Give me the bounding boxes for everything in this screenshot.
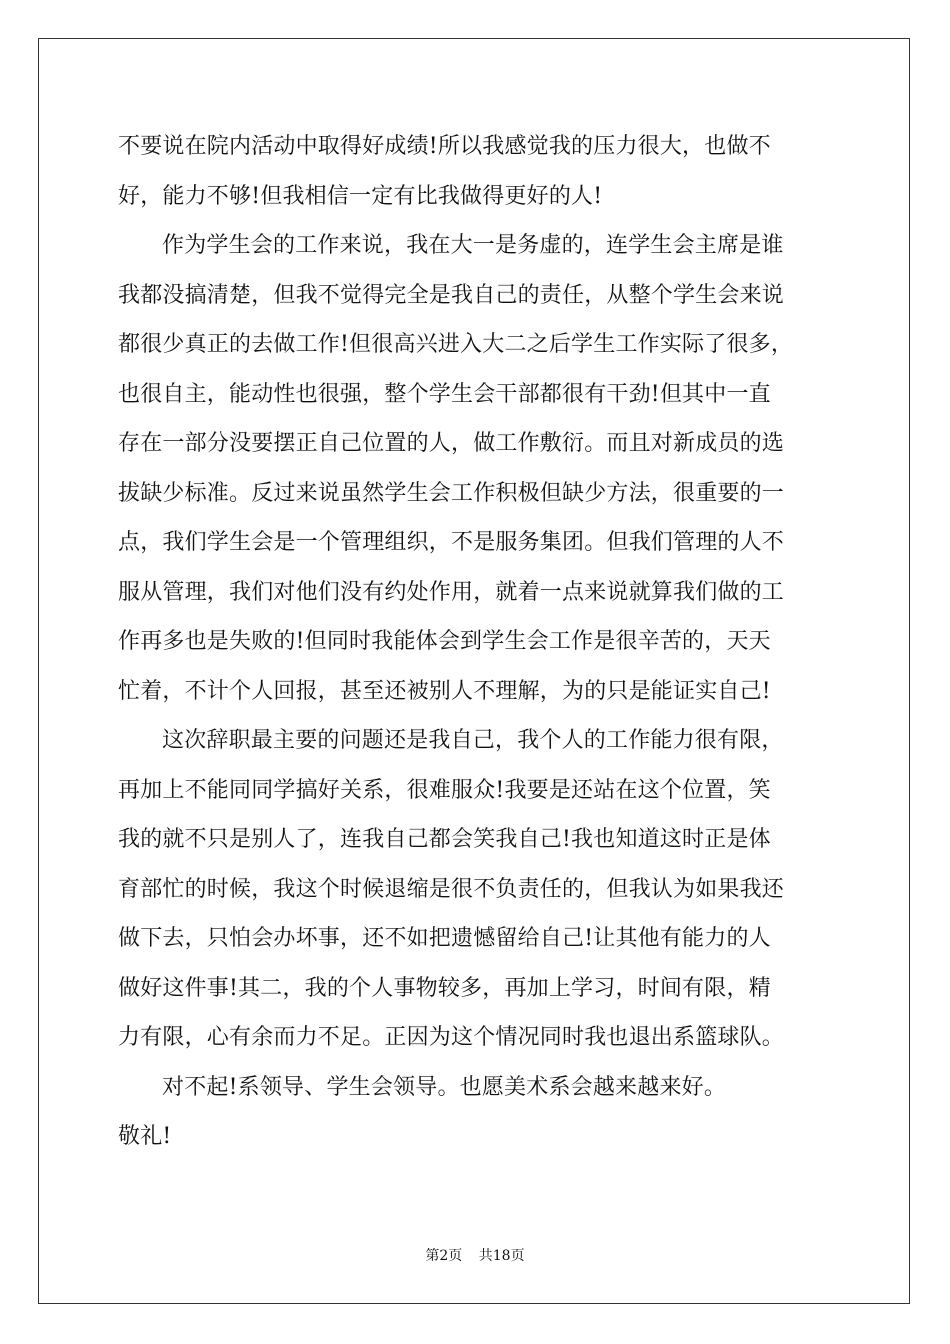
paragraph-start-line: 作为学生会的工作来说，我在大一是务虚的，连学生会主席是谁 <box>162 233 784 258</box>
text-line: 点，我们学生会是一个管理组织，不是服务集团。但我们管理的人不 <box>118 530 785 555</box>
page-footer <box>0 1245 950 1265</box>
text-line: 也很自主，能动性也很强，整个学生会干部都很有干劲!但其中一直 <box>118 381 771 407</box>
text-line: 我的就不只是别人了，连我自己都会笑我自己!我也知道这时正是体 <box>118 827 771 852</box>
text-line: 好，能力不够!但我相信一定有比我做得更好的人! <box>118 183 603 209</box>
salutation-line: 敬礼! <box>118 1124 172 1149</box>
text-line: 不要说在院内活动中取得好成绩!所以我感觉我的压力很大，也做不 <box>118 134 771 159</box>
text-line: 拔缺少标准。反过来说虽然学生会工作积极但缺少方法，很重要的一 <box>118 480 785 506</box>
text-line: 作再多也是失败的!但同时我能体会到学生会工作是很辛苦的，天天 <box>118 629 771 654</box>
text-line: 做好这件事!其二，我的个人事物较多，再加上学习，时间有限，精 <box>118 975 771 1001</box>
text-line: 再加上不能同同学搞好关系，很难服众!我要是还站在这个位置，笑 <box>118 777 771 803</box>
text-line: 力有限，心有余而力不足。正因为这个情况同时我也退出系篮球队。 <box>118 1025 785 1050</box>
text-line: 服从管理，我们对他们没有约处作用，就着一点来说就算我们做的工 <box>118 579 785 605</box>
text-line: 育部忙的时候，我这个时候退缩是很不负责任的，但我认为如果我还 <box>118 876 785 902</box>
text-line: 做下去，只怕会办坏事，还不如把遗憾留给自己!让其他有能力的人 <box>118 926 771 951</box>
text-line: 忙着，不计个人回报，甚至还被别人不理解，为的只是能证实自己! <box>118 678 771 704</box>
closing-line: 对不起!系领导、学生会领导。也愿美术系会越来越来好。 <box>162 1074 727 1100</box>
text-line: 我都没搞清楚，但我不觉得完全是我自己的责任，从整个学生会来说 <box>118 282 785 308</box>
text-line: 存在一部分没要摆正自己位置的人，做工作敷衍。而且对新成员的选 <box>118 431 785 456</box>
text-line: 都很少真正的去做工作!但很高兴进入大二之后学生工作实际了很多， <box>118 332 794 357</box>
total-pages-label: 共18页 <box>478 1248 525 1264</box>
current-page-label: 第2页 <box>425 1248 463 1264</box>
paragraph-start-line: 这次辞职最主要的问题还是我自己，我个人的工作能力很有限， <box>162 728 784 753</box>
document-body <box>118 122 836 1162</box>
